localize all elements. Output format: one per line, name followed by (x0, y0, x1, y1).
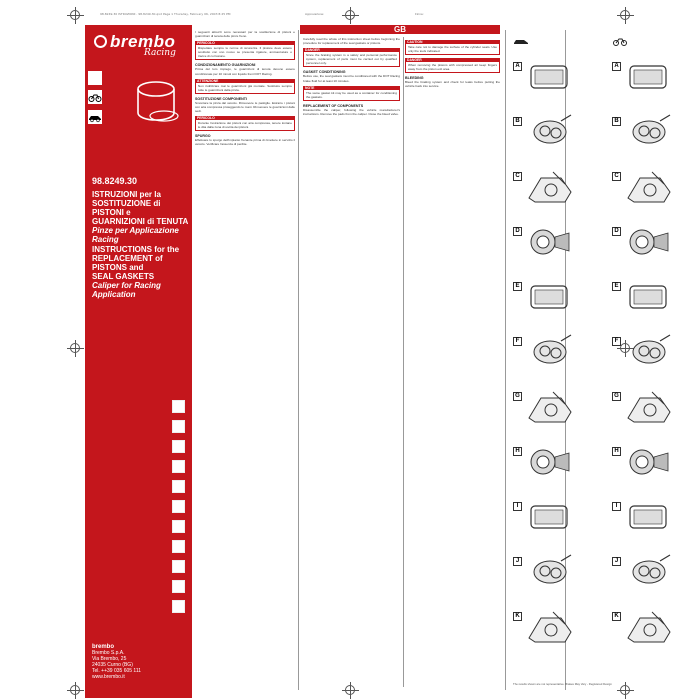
figure-label: A (513, 62, 522, 71)
caliper-illustration (525, 223, 575, 261)
section-body: Before use, the seal gaskets must be conditioned with the DOT Racing brake fluid for at least 10 minutes. (303, 74, 400, 83)
caliper-illustration (624, 223, 674, 261)
blank-box (88, 71, 102, 85)
intro-text: I seguenti attrezzi sono necessari per la sostituzione di pistoni e guarnizioni di tenuta delle pinze freno. (195, 30, 295, 39)
seal-ring-icon (126, 71, 186, 131)
section-body: Effettuare lo spurgo dell'impianto frenante prima di rimettere in servizio il veicolo. Verificare l'assenza di perdite. (195, 138, 295, 147)
bottom-note: The results shown are not representative. Brakes May Vary - Registered Design (513, 682, 612, 686)
caliper-illustration (624, 113, 674, 151)
crop-mark-mid-left (70, 343, 80, 353)
warning-heading: PERICOLO (195, 41, 295, 45)
car-icon (513, 33, 529, 42)
title-en-line: PISTONS and (92, 263, 144, 272)
warning-heading: DANGER (303, 48, 400, 52)
figure-label: H (612, 447, 621, 456)
caliper-illustration (624, 498, 674, 536)
figure-label: G (513, 392, 522, 401)
title-en-line: REPLACEMENT of (92, 254, 163, 263)
tool-box (172, 600, 185, 613)
figure-label: J (513, 557, 522, 566)
figure-label: K (513, 612, 522, 621)
figure-label: F (513, 337, 522, 346)
caliper-illustration (624, 168, 674, 206)
crop-mark-bottom-right (620, 685, 630, 695)
caliper-illustration (525, 608, 575, 646)
figure-label: E (513, 282, 522, 291)
section-body: Since the braking system is a safety and personal performance system, replacement of parts must be carried out by qualified personnel only. (303, 52, 400, 67)
figure-label: H (513, 447, 522, 456)
english-text-column-1 (303, 37, 400, 697)
address-line: www.brembo.it (92, 674, 125, 680)
intro-text: Carefully read the whole of this instruction sheet before beginning the procedure for replacement of the seal gaskets or pistons. (303, 37, 400, 46)
title-italian (92, 190, 188, 244)
subtitle-en-line: Application (92, 290, 136, 299)
figure-label: G (612, 392, 621, 401)
address-line: Tel. ++39 035 605 111 (92, 668, 142, 674)
title-it-line: ISTRUZIONI per la (92, 190, 161, 199)
figure-label: I (513, 502, 522, 511)
warning-heading: NOTE (303, 86, 400, 90)
caliper-illustration (525, 168, 575, 206)
warning-heading: ATTENZIONE (195, 79, 295, 83)
subtitle-it-line: Racing (92, 235, 119, 244)
language-header-gb: GB (300, 25, 500, 34)
figure-label: F (612, 337, 621, 346)
section-body: Take care not to damage the surface of the cylinder seats. Use only the tools indicated. (405, 44, 500, 55)
section-body: Bleed the braking system and check for leaks before putting the vehicle back into service. (405, 80, 500, 89)
italian-text-column (195, 30, 295, 690)
address-line: 24035 Curno (BG) (92, 662, 133, 668)
section-heading: REPLACEMENT OF COMPONENTS (303, 103, 364, 108)
figure-label: B (612, 117, 621, 126)
tool-box (172, 400, 185, 413)
tool-box (172, 420, 185, 433)
crop-mark-top-right (620, 10, 630, 20)
figure-label: C (513, 172, 522, 181)
tool-box (172, 520, 185, 533)
section-heading: SPURGO (195, 134, 211, 139)
approval-label: Approvazione: (305, 12, 325, 16)
figure-label: A (612, 62, 621, 71)
caliper-illustration (624, 333, 674, 371)
section-body: Rispettare sempre le norme di sicurezza. Il pistone deve essere sostituito con uno nuovo se presenta rigature, ammaccature o tracce di corrosione. (195, 45, 295, 60)
figure-label: K (612, 612, 621, 621)
footer-brand: brembo (92, 644, 115, 650)
car-icon (88, 110, 102, 124)
address-line: Brembo S.p.A. (92, 650, 125, 656)
caliper-illustration (624, 608, 674, 646)
caliper-illustration (525, 333, 575, 371)
caliper-illustration (525, 388, 575, 426)
company-address (92, 644, 141, 680)
title-it-line: SOSTITUZIONE di (92, 199, 161, 208)
tool-box (172, 440, 185, 453)
warning-heading: PERICOLO (195, 116, 295, 120)
part-code: 98.8249.30 (92, 176, 138, 186)
tool-box (172, 540, 185, 553)
column-divider (298, 30, 299, 690)
brand-sub: Racing (144, 48, 176, 58)
file-info-line: 98.8249.30 ISTRUZIONI . 98.8249.30.qxd Page 1 Thursday, February 06, 2003 8:25 PM (100, 12, 231, 16)
motorbike-icon (88, 90, 102, 104)
title-it-line: PISTONI e (92, 208, 131, 217)
column-divider (505, 30, 506, 690)
figure-label: J (612, 557, 621, 566)
column-divider (403, 37, 404, 687)
caliper-illustration (525, 443, 575, 481)
figure-label: D (612, 227, 621, 236)
section-body: Prima del loro impiego, le guarnizioni di tenuta devono essere condizionate per 10 minuti con liquido freni DOT Racing. (195, 67, 295, 76)
motorbike-icon (612, 33, 628, 42)
figure-label: I (612, 502, 621, 511)
section-heading: SOSTITUZIONE COMPONENTI (195, 96, 247, 101)
title-it-line: GUARNIZIONI di TENUTA (92, 217, 189, 226)
section-heading: GASKET CONDITIONING (303, 70, 346, 75)
brembo-logo (92, 32, 187, 62)
section-body: Disassemble the caliper, following the vehicle manufacturer's instructions. Remove the pads from the caliper. Close the bleed valve. (303, 107, 400, 116)
title-en-line: INSTRUCTIONS for the (92, 245, 180, 254)
tool-box (172, 480, 185, 493)
title-en-line: SEAL GASKETS (92, 272, 155, 281)
warning-heading: DANGER (405, 58, 500, 62)
section-body: Durante l'estrazione dei pistoni con aria compressa, tenere lontane le dita dalla zona di uscita dei pistoni. (195, 120, 295, 131)
caliper-illustration (624, 278, 674, 316)
subtitle-it-line: Pinze per Applicazione (92, 226, 179, 235)
subtitle-en-line: Caliper for Racing (92, 281, 161, 290)
caliper-illustration (525, 498, 575, 536)
tool-box (172, 460, 185, 473)
section-body: The same gasket kit may be used as a container for conditioning the gaskets. (303, 90, 400, 101)
brembo-mark-icon (94, 35, 107, 48)
crop-mark-bottom-left (70, 685, 80, 695)
tool-box (172, 580, 185, 593)
caliper-illustration (525, 113, 575, 151)
caliper-illustration (525, 553, 575, 591)
brand-name: brembo (110, 32, 176, 51)
section-body: Non riutilizzare mai le guarnizioni già montate. Sostituire sempre tutte le guarnizioni della pinza. (195, 83, 295, 94)
tool-box (172, 500, 185, 513)
crop-mark-top-left (70, 10, 80, 20)
address-line: Via Brembo, 25 (92, 656, 127, 662)
title-english (92, 245, 179, 299)
caliper-illustration (624, 388, 674, 426)
figure-label: C (612, 172, 621, 181)
warning-heading: CAUTION (405, 40, 500, 44)
approval-field (305, 12, 424, 16)
section-heading: CONDIZIONAMENTO GUARNIZIONI (195, 63, 256, 68)
caliper-illustration (525, 278, 575, 316)
caliper-illustration (525, 58, 575, 96)
figure-label: B (513, 117, 522, 126)
caliper-illustration (624, 553, 674, 591)
english-text-column-2 (405, 37, 500, 697)
tool-box (172, 560, 185, 573)
section-heading: BLEEDING (405, 76, 424, 81)
section-body: When removing the pistons with compressed air keep fingers away from the piston exit area. (405, 62, 500, 73)
caliper-illustration (624, 443, 674, 481)
figure-label: D (513, 227, 522, 236)
caliper-illustration (624, 58, 674, 96)
signature-label: Firma: (415, 12, 424, 16)
figure-label: E (612, 282, 621, 291)
section-body: Smontare la pinza dal veicolo. Rimuovere le pastiglie. Estrarre i pistoni con aria compressa proteggendo le mani. Rimuovere le guarnizioni dalle sedi. (195, 100, 295, 114)
